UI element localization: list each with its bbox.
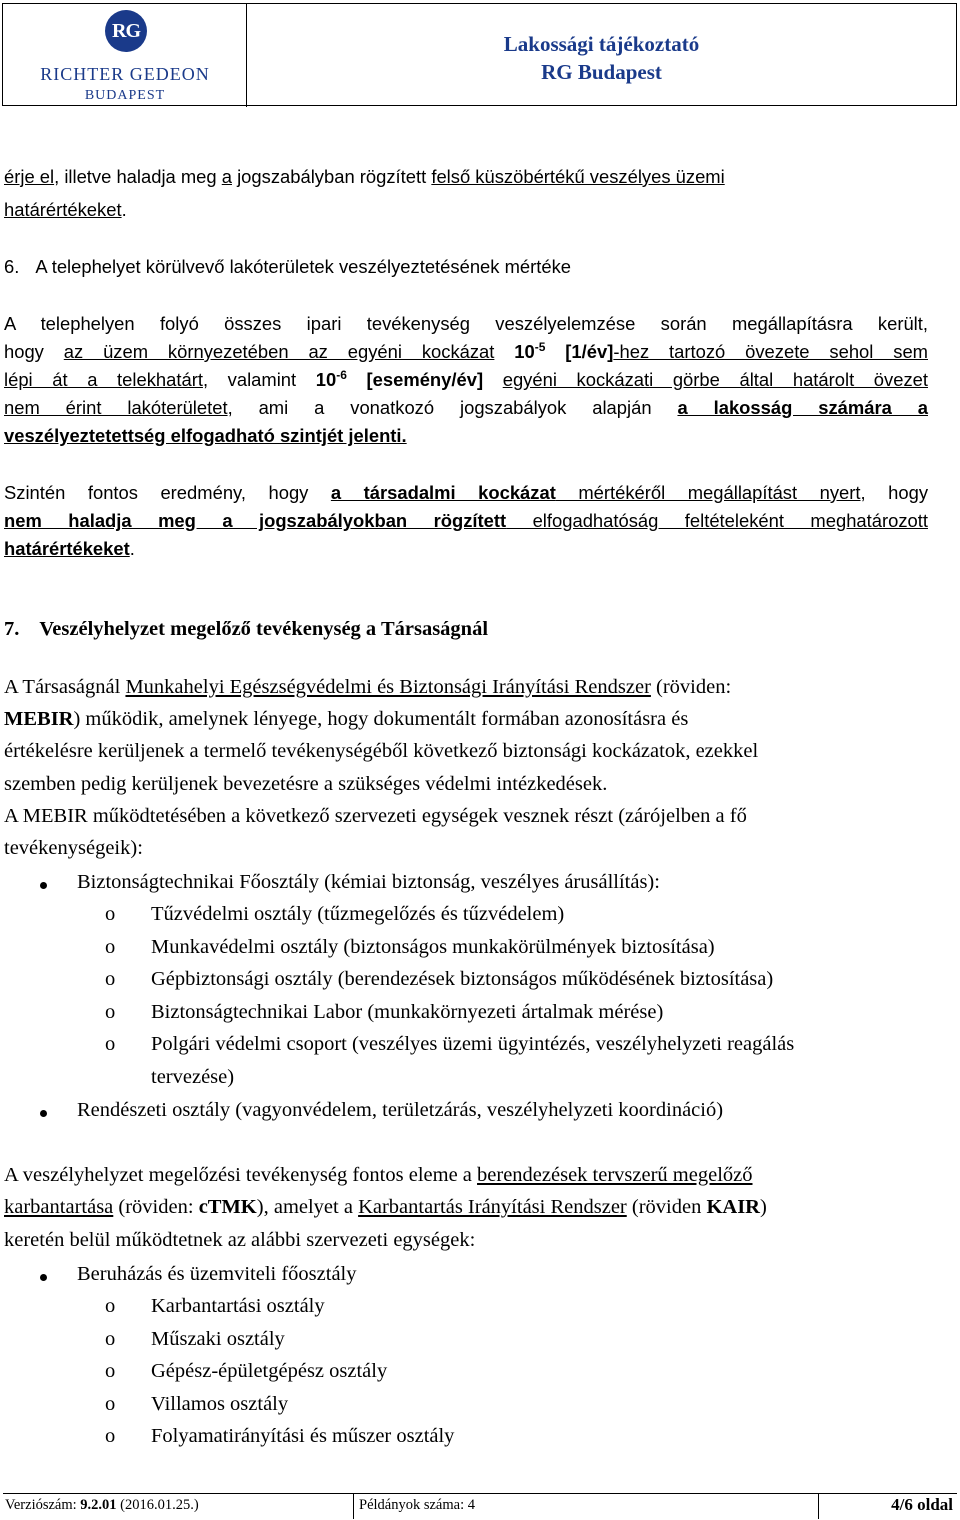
sub-list-item: Gépbiztonsági osztály (berendezések biztonságos működésének biztosítása) (151, 968, 774, 990)
s6-paragraph-1-line-5: veszélyeztetettség elfogadható szintjét jelenti. (4, 425, 407, 446)
bullet-icon (40, 882, 47, 889)
footer-version: Verziószám: 9.2.01 (2016.01.25.) (5, 1497, 199, 1513)
sub-list-item-continuation: tervezése) (151, 1066, 235, 1088)
section-6-heading: 6. A telephelyet körülvevő lakóterületek veszélyeztetésének mértéke (4, 256, 572, 277)
s6-paragraph-1-line-1: A telephelyen folyó összes ipari tevékenység veszélyelemzése során megállapításra került, (4, 313, 928, 334)
intro-line-2: határértékeket. (4, 199, 127, 220)
sub-bullet-marker: o (105, 1360, 116, 1382)
s6-paragraph-1-line-2: hogy az üzem környezetében az egyéni kockázat $10^{-5}$ [1/év]-hez tartozó övezete sehol sem (4, 339, 928, 362)
bullet-icon (40, 1110, 47, 1117)
s6-paragraph-1-line-3: lépi át a telekhatárt, valamint $10^{-6}$ [esemény/év] egyéni kockázati görbe által határolt övezet (4, 367, 928, 390)
sub-bullet-marker: o (105, 1001, 116, 1023)
sub-list-item: Műszaki osztály (151, 1328, 285, 1350)
logo-company-name: RICHTER GEDEON (40, 64, 210, 84)
footer-page-number: 4/6 oldal (891, 1495, 953, 1514)
s6-paragraph-2-line-2: nem haladja meg a jogszabályokban rögzített elfogadhatóság feltételeként meghatározott (4, 510, 928, 531)
sub-list-item: Gépész-épületgépész osztály (151, 1360, 388, 1382)
s7-paragraph-1-line-3: értékelésre kerüljenek a termelő tevékenységéből következő biztonsági kockázatok, ezekkel (4, 740, 759, 762)
header-title-line1: Lakossági tájékoztató (503, 32, 700, 56)
s6-paragraph-2-line-3: határértékeket. (4, 538, 135, 559)
logo-city: BUDAPEST (84, 88, 166, 103)
sub-bullet-marker: o (105, 1328, 116, 1350)
sub-list-item: Villamos osztály (151, 1393, 289, 1415)
intro-line-1: érje el, illetve haladja meg a jogszabályban rögzített felső küszöbértékű veszélyes üzemi (4, 166, 725, 187)
s6-paragraph-2-line-1: Szintén fontos eredmény, hogy a társadalmi kockázat mértékéről megállapítást nyert, hogy (4, 482, 929, 503)
sub-list-item: Tűzvédelmi osztály (tűzmegelőzés és tűzvédelem) (151, 903, 565, 925)
s7-paragraph-1-line-2: MEBIR) működik, amelynek lényege, hogy dokumentált formában azonosításra és (4, 708, 689, 730)
footer-copies: Példányok száma: 4 (359, 1497, 475, 1513)
rg-emblem-icon: RG (105, 10, 147, 52)
sub-list-item: Munkavédelmi osztály (biztonságos munkakörülmények biztosítása) (151, 936, 715, 958)
sub-bullet-marker: o (105, 1295, 116, 1317)
list-item: Rendészeti osztály (vagyonvédelem, területzárás, veszélyhelyzeti koordináció) (77, 1099, 724, 1121)
s7-paragraph-3-line-1: A veszélyhelyzet megelőzési tevékenység fontos eleme a berendezések tervszerű megelőző (4, 1164, 753, 1186)
s7-paragraph-3-line-2: karbantartása (röviden: cTMK), amelyet a Karbantartás Irányítási Rendszer (röviden KAIR) (4, 1196, 767, 1218)
section-7-heading: 7. Veszélyhelyzet megelőző tevékenység a Társaságnál (4, 618, 489, 640)
sub-bullet-marker: o (105, 1393, 116, 1415)
list-item: Beruházás és üzemviteli főosztály (77, 1263, 357, 1285)
s7-paragraph-3-line-3: keretén belül működtetnek az alábbi szervezeti egységek: (4, 1229, 476, 1251)
s6-paragraph-1-line-4: nem érint lakóterületet, ami a vonatkozó jogszabályok alapján a lakosság számára a (4, 397, 928, 418)
header-title-line2: RG Budapest (541, 60, 662, 84)
sub-bullet-marker: o (105, 1033, 116, 1055)
sub-bullet-marker: o (105, 968, 116, 990)
header-title (247, 4, 956, 107)
page-header (2, 3, 957, 106)
s7-paragraph-2-line-2: tevékenységeik): (4, 837, 143, 859)
sub-list-item: Polgári védelmi csoport (veszélyes üzemi ügyintézés, veszélyhelyzeti reagálás (151, 1033, 795, 1055)
s7-paragraph-1-line-4: szemben pedig kerüljenek bevezetésre a szükséges védelmi intézkedések. (4, 773, 608, 795)
sub-bullet-marker: o (105, 936, 116, 958)
list-item: Biztonságtechnikai Főosztály (kémiai biztonság, veszélyes árusállítás): (77, 871, 660, 893)
footer-divider (353, 1494, 354, 1519)
richter-gedeon-logo (3, 4, 247, 107)
sub-bullet-marker: o (105, 1425, 116, 1447)
sub-bullet-marker: o (105, 903, 116, 925)
s7-paragraph-1-line-1: A Társaságnál Munkahelyi Egészségvédelmi és Biztonsági Irányítási Rendszer (röviden: (4, 676, 732, 698)
sub-list-item: Folyamatirányítási és műszer osztály (151, 1425, 455, 1447)
sub-list-item: Biztonságtechnikai Labor (munkakörnyezeti ártalmak mérése) (151, 1001, 664, 1023)
sub-list-item: Karbantartási osztály (151, 1295, 325, 1317)
page-footer (3, 1493, 957, 1518)
bullet-icon (40, 1274, 47, 1281)
footer-divider (818, 1494, 819, 1519)
s7-paragraph-2-line-1: A MEBIR működtetésében a következő szervezeti egységek vesznek részt (zárójelben a fő (4, 805, 747, 827)
